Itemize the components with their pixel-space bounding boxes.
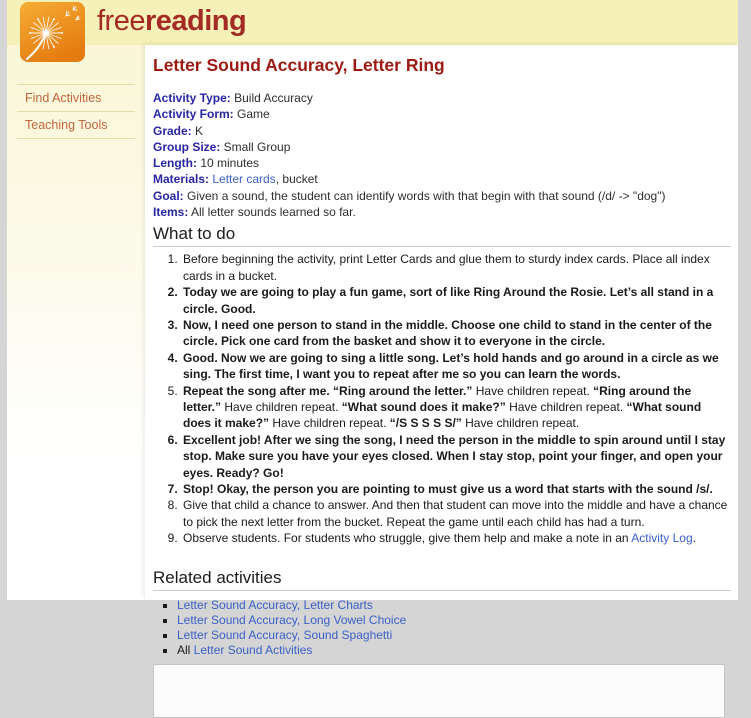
bottom-panel [153, 664, 725, 718]
brand-wordmark[interactable] [97, 5, 246, 37]
meta-value: K [191, 123, 204, 138]
meta-row-goal [153, 188, 731, 204]
meta-row-activity-form [153, 106, 731, 122]
related-item [177, 613, 731, 628]
step-item-1 [181, 251, 731, 284]
meta-label: Activity Type: [153, 91, 231, 105]
meta-label: Length: [153, 156, 197, 171]
related-link-letter-charts[interactable]: Letter Sound Accuracy, Letter Charts [177, 597, 373, 612]
meta-row-items [153, 204, 731, 220]
page-title: Letter Sound Accuracy, Letter Ring [153, 55, 445, 75]
step-text: “Ring around the letter.” [183, 383, 692, 415]
step-text: Have children repeat. [269, 416, 390, 431]
step-text: Repeat the song after me. “Ring around the letter.” [183, 383, 473, 398]
meta-label: Items: [153, 205, 189, 220]
meta-value: Build Accuracy [230, 91, 313, 105]
related-activities-heading: Related activities [153, 568, 731, 591]
related-item [177, 628, 731, 643]
related-item-all [177, 643, 731, 658]
step-text: . [692, 531, 696, 546]
step-item-7 [181, 481, 731, 497]
meta-label: Grade: [153, 123, 192, 138]
step-text: Have children repeat. [461, 416, 580, 431]
step-text: Have children repeat. [472, 383, 594, 398]
step-item-8 [181, 497, 731, 530]
step-text: Have children repeat. [221, 400, 342, 415]
activity-log-link[interactable]: Activity Log [631, 531, 693, 546]
meta-value: 10 minutes [197, 156, 260, 171]
related-link-sound-spaghetti[interactable]: Letter Sound Accuracy, Sound Spaghetti [177, 627, 393, 642]
step-text: “What sound does it make?” [341, 400, 506, 415]
meta-row-grade [153, 123, 731, 139]
meta-value: Given a sound, the student can identify words with that begin with that sound (/d/ -> "dog") [183, 188, 666, 203]
sidebar-nav [17, 84, 135, 139]
meta-row-activity-type [153, 90, 731, 106]
step-text: Now, I need one person to stand in the middle. Choose one child to stand in the center of the circle. Pick one card from the basket and show it to everyone in the circle. [183, 318, 712, 349]
step-item-2 [181, 284, 731, 317]
letter-cards-link[interactable]: Letter cards [209, 172, 276, 187]
meta-row-length [153, 155, 731, 171]
meta-label: Activity Form: [153, 107, 234, 122]
step-item-9 [181, 530, 731, 546]
step-text: Before beginning the activity, print Letter Cards and glue them to sturdy index cards. Place all index cards in a bucket. [183, 252, 710, 283]
all-prefix: All [177, 642, 194, 657]
brand-free: free [97, 5, 145, 37]
step-text: “What sound does it make?” [183, 400, 702, 431]
meta-label: Goal: [153, 188, 184, 203]
steps-list [153, 251, 731, 546]
step-text: Stop! Okay, the person you are pointing to must give us a word that starts with the sound /s/. [183, 482, 713, 497]
meta-row-group-size [153, 139, 731, 155]
step-item-3 [181, 317, 731, 350]
step-text: Excellent job! After we sing the song, I need the person in the middle to spin around until I stay stop. Make sure you have your eyes closed. When I stay stop, point your finger, and open your eyes. Ready? Go! [183, 432, 726, 480]
brand-reading: reading [144, 5, 247, 37]
step-item-4 [181, 350, 731, 383]
all-letter-sound-activities-link[interactable]: Letter Sound Activities [193, 642, 313, 657]
meta-value: Small Group [220, 139, 291, 154]
step-text: Today we are going to play a fun game, sort of like Ring Around the Rosie. Let’s all stand in a circle. Good. [183, 285, 714, 316]
meta-label: Group Size: [153, 139, 221, 154]
related-item [177, 598, 731, 613]
meta-value: , bucket [275, 172, 318, 187]
activity-meta [153, 90, 731, 220]
page-container [7, 0, 738, 657]
main-content [145, 45, 738, 657]
step-text: Have children repeat. [505, 400, 627, 415]
related-activities-list [153, 598, 731, 658]
dandelion-logo-icon[interactable] [20, 2, 85, 62]
sidebar-item-find-activities[interactable]: Find Activities [17, 84, 135, 111]
step-item-5 [181, 383, 731, 432]
step-item-6 [181, 432, 731, 481]
meta-label: Materials: [153, 172, 210, 187]
meta-row-materials [153, 171, 731, 187]
step-text: Give that child a chance to answer. And then that student can move into the middle and have a chance to pick the next letter from the bucket. Repeat the game until each child has had a turn. [183, 498, 728, 529]
step-text: “/S S S S S/” [389, 416, 462, 431]
meta-value: All letter sounds learned so far. [188, 205, 356, 220]
step-text: Observe students. For students who struggle, give them help and make a note in an [183, 531, 632, 546]
meta-value: Game [233, 107, 270, 122]
related-link-long-vowel-choice[interactable]: Letter Sound Accuracy, Long Vowel Choice [177, 612, 407, 627]
step-text: Good. Now we are going to sing a little song. Let’s hold hands and go around in a circle as we sing. The first time, I want you to repeat after me so you can learn the words. [183, 350, 719, 382]
what-to-do-heading: What to do [153, 224, 731, 247]
sidebar-item-teaching-tools[interactable]: Teaching Tools [17, 111, 135, 139]
